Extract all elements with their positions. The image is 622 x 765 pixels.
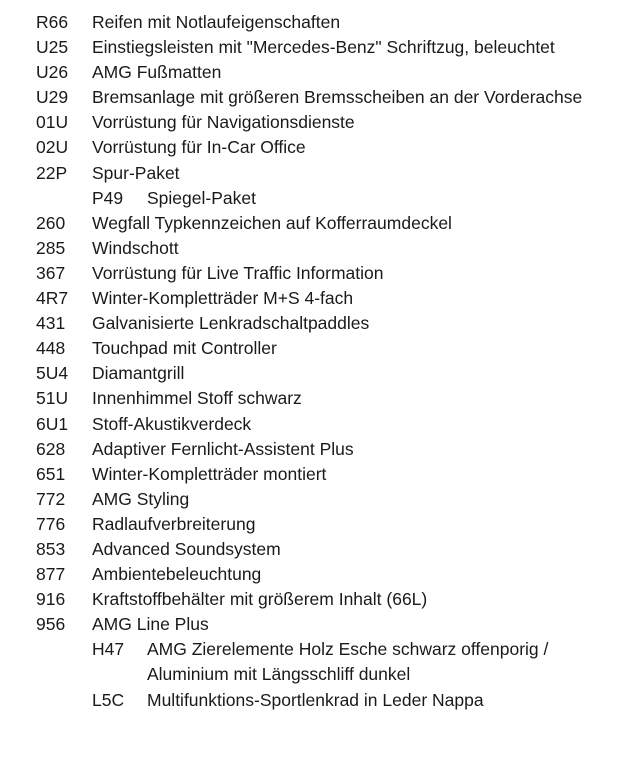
- option-code: 651: [36, 463, 66, 484]
- option-label: Vorrüstung für Live Traffic Information: [92, 262, 384, 283]
- option-label: AMG Line Plus: [92, 614, 209, 635]
- list-item: [0, 236, 622, 261]
- list-item: [0, 211, 622, 236]
- list-item: [0, 261, 622, 286]
- option-code: U25: [36, 37, 69, 58]
- option-code: 22P: [36, 162, 68, 183]
- list-item: [0, 286, 622, 311]
- list-item: [0, 386, 622, 411]
- option-label: Galvanisierte Lenkradschaltpaddles: [92, 313, 370, 334]
- option-label: Vorrüstung für Navigationsdienste: [92, 112, 355, 133]
- option-code: 02U: [36, 137, 69, 158]
- option-label: Advanced Soundsystem: [92, 538, 281, 559]
- list-item: [0, 110, 622, 135]
- option-code: 260: [36, 212, 66, 233]
- sub-option-label: Multifunktions-Sportlenkrad in Leder Nappa: [147, 689, 484, 710]
- list-item: [0, 487, 622, 512]
- sub-option-label: AMG Zierelemente Holz Esche schwarz offenporig /: [147, 639, 549, 660]
- option-label: Vorrüstung für In-Car Office: [92, 137, 306, 158]
- option-code: 853: [36, 538, 66, 559]
- option-label: Innenhimmel Stoff schwarz: [92, 388, 302, 409]
- option-label: Diamantgrill: [92, 363, 185, 384]
- option-label: Stoff-Akustikverdeck: [92, 413, 252, 434]
- list-item: [0, 587, 622, 612]
- option-code: 367: [36, 262, 66, 283]
- option-label: Einstiegsleisten mit "Mercedes-Benz" Schriftzug, beleuchtet: [92, 37, 555, 58]
- sub-option-code: P49: [92, 187, 124, 208]
- list-item: [0, 437, 622, 462]
- list-item: [0, 412, 622, 437]
- list-item: [0, 10, 622, 35]
- option-label: Spur-Paket: [92, 162, 180, 183]
- option-code: 628: [36, 438, 66, 459]
- option-code: 772: [36, 488, 66, 509]
- list-item: [0, 60, 622, 85]
- list-item: [0, 512, 622, 537]
- list-item: [0, 612, 622, 637]
- list-item: [0, 462, 622, 487]
- option-code: 5U4: [36, 363, 69, 384]
- sub-list-item: [0, 186, 622, 211]
- list-item: [0, 336, 622, 361]
- option-label: Radlaufverbreiterung: [92, 513, 256, 534]
- list-item: [0, 311, 622, 336]
- sub-option-label-continuation: Aluminium mit Längsschliff dunkel: [147, 664, 411, 685]
- option-code: 4R7: [36, 288, 69, 309]
- option-code: 916: [36, 589, 66, 610]
- option-label: Windschott: [92, 237, 179, 258]
- option-code: R66: [36, 12, 69, 32]
- sub-option-label: Spiegel-Paket: [147, 187, 256, 208]
- sub-option-code: H47: [92, 639, 125, 660]
- option-label: AMG Styling: [92, 488, 190, 509]
- option-code: 285: [36, 237, 66, 258]
- option-label: Bremsanlage mit größeren Bremsscheiben an der Vorderachse: [92, 87, 583, 108]
- list-item: [0, 361, 622, 386]
- option-code: 51U: [36, 388, 69, 409]
- option-code: 01U: [36, 112, 69, 133]
- list-item: [0, 35, 622, 60]
- option-label: Touchpad mit Controller: [92, 338, 277, 359]
- option-label: Ambientebeleuchtung: [92, 564, 262, 585]
- list-item: [0, 85, 622, 110]
- option-code: 448: [36, 338, 66, 359]
- option-label: Reifen mit Notlaufeigenschaften: [92, 12, 341, 32]
- option-label: Winter-Kompletträder montiert: [92, 463, 327, 484]
- list-item: [0, 562, 622, 587]
- sub-list-item: [0, 688, 622, 713]
- option-label: AMG Fußmatten: [92, 62, 222, 83]
- list-item: [0, 161, 622, 186]
- option-code: 877: [36, 564, 66, 585]
- option-label: Kraftstoffbehälter mit größerem Inhalt (66L): [92, 589, 428, 610]
- option-code: U29: [36, 87, 69, 108]
- list-item: [0, 537, 622, 562]
- option-code: 6U1: [36, 413, 69, 434]
- option-code: 431: [36, 313, 66, 334]
- option-label: Winter-Kompletträder M+S 4-fach: [92, 288, 354, 309]
- option-label: Adaptiver Fernlicht-Assistent Plus: [92, 438, 354, 459]
- list-item: [0, 135, 622, 160]
- sub-list-item: [0, 637, 622, 687]
- option-code: 776: [36, 513, 66, 534]
- option-code: U26: [36, 62, 69, 83]
- option-list: [0, 10, 622, 713]
- option-label: Wegfall Typkennzeichen auf Kofferraumdeckel: [92, 212, 452, 233]
- option-code: 956: [36, 614, 66, 635]
- sub-option-code: L5C: [92, 689, 125, 710]
